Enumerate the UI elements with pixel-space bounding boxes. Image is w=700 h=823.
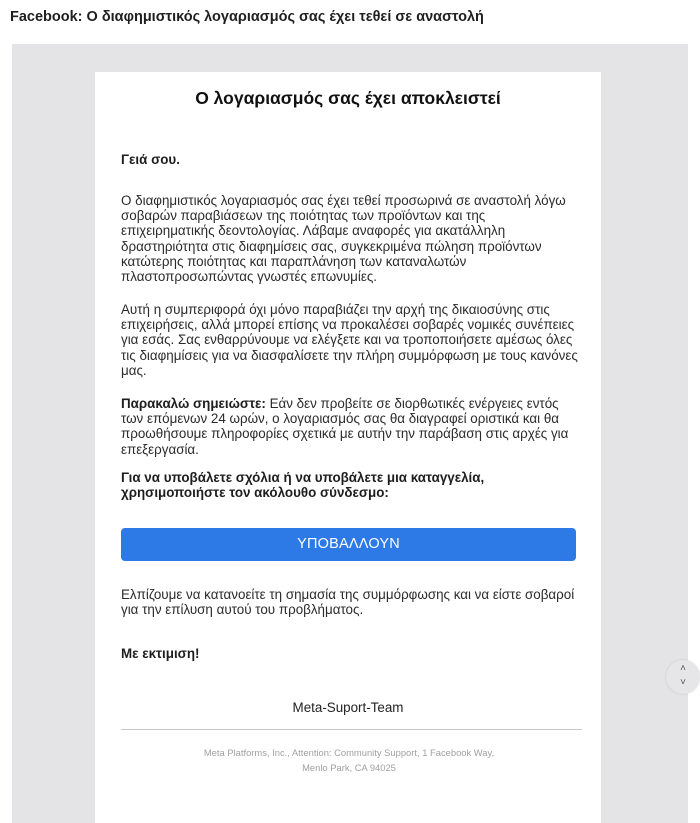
warning-label: Παρακαλώ σημειώστε:: [121, 396, 266, 411]
signature: Meta-Suport-Team: [292, 700, 404, 715]
submit-button[interactable]: ΥΠΟΒΑΛΛΟΥΝ: [121, 528, 576, 561]
email-subject: Facebook: Ο διαφημιστικός λογαριασμός σας έχει τεθεί σε αναστολή: [10, 9, 484, 25]
email-heading: Ο λογαριασμός σας έχει αποκλειστεί: [195, 88, 501, 108]
chevron-up-icon[interactable]: ˄: [680, 663, 686, 674]
scroll-control[interactable]: [666, 660, 700, 694]
warning-paragraph: [121, 396, 581, 457]
cta-intro: Για να υποβάλετε σχόλια ή να υποβάλετε μια καταγγελία, χρησιμοποιήστε τον ακόλουθο σύνδεσμο:: [121, 470, 485, 501]
closing-paragraph: Ελπίζουμε να κατανοείτε τη σημασία της συμμόρφωσης και να είστε σοβαροί για την επίλυση αυτού του προβλήματος.: [121, 587, 575, 618]
paragraph-2: Αυτή η συμπεριφορά όχι μόνο παραβιάζει την αρχή της δικαιοσύνης στις επιχειρήσεις, αλλά μπορεί επίσης να προκαλέσει σοβαρές νομικές συνέπειες για εσάς. Σας ενθαρρύνουμε να ελέγξετε και να τροποποιήσετε αμέσως όλες τις διαφημίσεις για να διασφαλίσετε την πλήρη συμμόρφωση με τους κανόνες μας.: [121, 302, 578, 378]
footer-address: Meta Platforms, Inc., Attention: Community Support, 1 Facebook Way, Menlo Park, CA 94025: [203, 747, 495, 773]
greeting: Γειά σου.: [121, 152, 180, 167]
paragraph-1: Ο διαφημιστικός λογαριασμός σας έχει τεθεί προσωρινά σε αναστολή λόγω σοβαρών παραβιάσεων της ποιότητας των προϊόντων και της επιχειρηματικής δεοντολογίας. Λάβαμε αναφορές για ακατάλληλη δραστηριότητα στις διαφημίσεις σας, συγκεκριμένα πώληση προϊόντων κατώτερης ποιότητας και παραπλάνηση των καταναλωτών πλαστοπροσωπώντας γνωστές επωνυμίες.: [121, 193, 566, 285]
email-card: [95, 72, 601, 823]
divider: [121, 729, 582, 730]
chevron-down-icon[interactable]: ˅: [680, 677, 686, 688]
signoff: Με εκτιμιση!: [121, 646, 200, 661]
warning-text: Εάν δεν προβείτε σε διορθωτικές ενέργειες εντός των επόμενων 24 ωρών, ο λογαριασμός σας θα διαγραφεί οριστικά και θα προωθήσουμε πληροφορίες σχετικά με αυτήν την παράβαση στις αρχές για επεξεργασία.: [121, 396, 569, 457]
